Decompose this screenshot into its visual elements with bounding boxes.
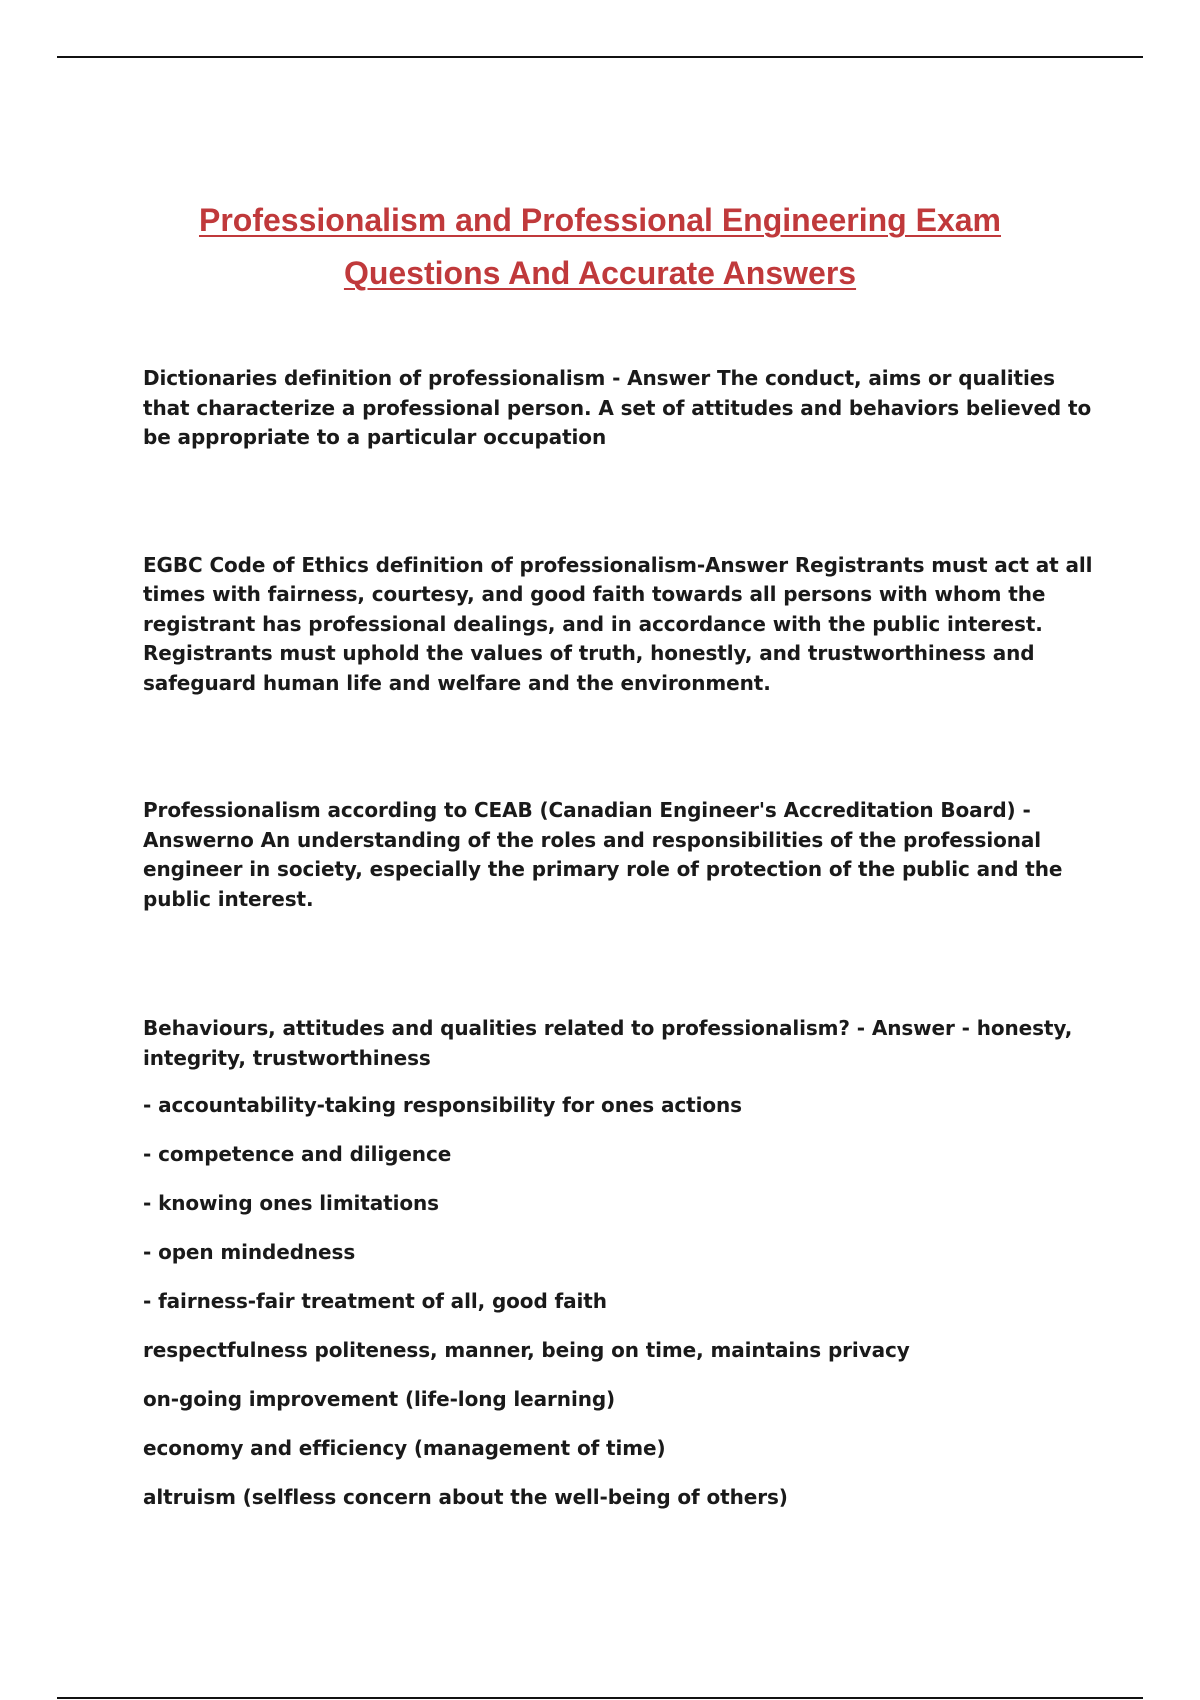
list-item: - knowing ones limitations <box>143 1191 439 1215</box>
document-title <box>100 194 1100 300</box>
qualities-list <box>143 1091 1093 1512</box>
bottom-rule <box>57 1697 1143 1699</box>
list-item: respectfulness politeness, manner, being on time, maintains privacy <box>143 1338 910 1362</box>
qa-behaviours-question: Behaviours, attitudes and qualities related to professionalism? - Answer - honesty, integrity, trustworthiness <box>143 1016 1073 1070</box>
list-item: - accountability-taking responsibility for ones actions <box>143 1093 742 1117</box>
qa-dictionary-definition: Dictionaries definition of professionalism - Answer The conduct, aims or qualities that characterize a professional person. A set of attitudes and behaviors believed to be appropriate to a particular occupation <box>143 366 1092 449</box>
top-rule <box>57 56 1143 58</box>
qa-egbc-definition: EGBC Code of Ethics definition of professionalism-Answer Registrants must act at all times with fairness, courtesy, and good faith towards all persons with whom the registrant has professional dealings, and in accordance with the public interest. Registrants must uphold the values of truth, honestly, and trustworthiness and safeguard human life and welfare and the environment. <box>143 552 1093 695</box>
list-item: altruism (selfless concern about the well-being of others) <box>143 1485 788 1509</box>
list-item: - competence and diligence <box>143 1142 452 1166</box>
list-item: - open mindedness <box>143 1240 356 1264</box>
document-body <box>143 364 1093 1532</box>
list-item: - fairness-fair treatment of all, good faith <box>143 1289 607 1313</box>
title-line-2: Questions And Accurate Answers <box>343 255 857 291</box>
title-line-1: Professionalism and Professional Engineering Exam <box>198 202 1001 238</box>
list-item: economy and efficiency (management of time) <box>143 1436 666 1460</box>
qa-ceab-definition: Professionalism according to CEAB (Canadian Engineer's Accreditation Board) - Answerno An understanding of the roles and responsibilities of the professional engineer in society, especially the primary role of protection of the public and the public interest. <box>143 798 1063 911</box>
list-item: on-going improvement (life-long learning) <box>143 1387 616 1411</box>
